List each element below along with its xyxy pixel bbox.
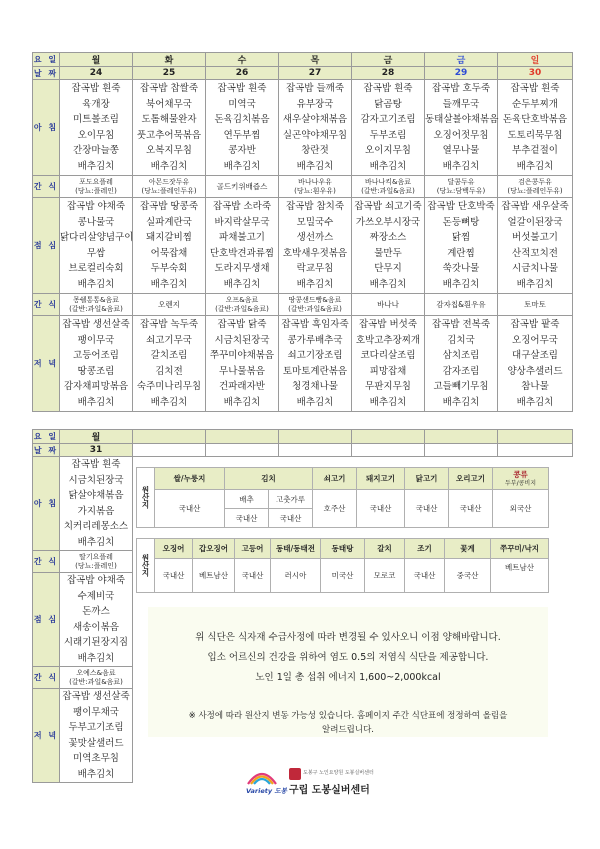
menu-item: 미역국 — [228, 98, 256, 110]
menu-item: 잡곡밥 야채죽 — [66, 575, 126, 586]
row-label-0: 아 침 — [33, 80, 60, 176]
menu-cell-2-4 — [352, 198, 425, 294]
origin2-v-octopus: 베트남산 — [491, 559, 549, 593]
menu-item: 도라지무생채 — [214, 263, 270, 274]
origin-h-kimchi: 김치 — [225, 468, 313, 490]
menu-item: 건파래자반 — [219, 381, 265, 392]
menu-cell-0-0 — [60, 80, 133, 176]
origin-v-rice: 국내산 — [155, 490, 225, 528]
day-date-1: 25 — [133, 67, 206, 80]
menu-item: 브로컬리숙회 — [68, 263, 124, 274]
menu-item: 오렌지 — [158, 300, 180, 309]
day-date-6: 30 — [498, 67, 573, 80]
menu-item: 무쌈 — [86, 247, 106, 259]
origin2-v-pollack-stew: 미국산 — [321, 559, 365, 593]
menu-item: 잡곡밥 생선살죽 — [62, 691, 130, 702]
menu-item: 도토리묵무침 — [507, 129, 563, 141]
menu-item: 잡곡밥 버섯죽 — [358, 319, 418, 330]
menu-item: 잡곡밥 팥죽 — [510, 319, 560, 330]
menu-cell-2-0 — [60, 198, 133, 294]
menu-item: 감자채피망볶음 — [63, 381, 129, 392]
menu-item: 도톰해물완자 — [141, 114, 197, 125]
menu-item: 고들빼기무침 — [433, 381, 489, 392]
menu-item: 팽이무국 — [77, 334, 115, 346]
menu-cell-4-1 — [133, 316, 206, 412]
day-date-4: 28 — [352, 67, 425, 80]
menu-item: 배추김치 — [223, 278, 261, 290]
menu-item: 오이지무침 — [365, 145, 411, 156]
menu-item: 배추김치 — [296, 160, 334, 172]
menu-item: 쑥갓나물 — [442, 263, 480, 274]
menu-item: 잡곡밥 흰죽 — [217, 83, 267, 94]
origin2-h-hairtail: 갈치 — [365, 539, 405, 559]
w2-day-name: 월 — [60, 430, 133, 444]
menu-item: 배추김치 — [369, 396, 407, 408]
row-label-1: 간 식 — [33, 176, 60, 198]
menu-item: (갈반:과일&음료) — [288, 304, 342, 313]
menu-item: 시금치된장국 — [214, 334, 270, 346]
weekly-menu-table — [32, 52, 573, 412]
menu-item: 잡곡밥 소라죽 — [212, 201, 272, 212]
menu-item: 배추김치 — [516, 160, 554, 172]
day-date-2: 26 — [206, 67, 279, 80]
menu-item: 돈등뼈탕 — [442, 216, 480, 228]
menu-cell-4-2 — [206, 316, 279, 412]
menu-item: 가지볶음 — [77, 505, 115, 517]
menu-item: 북어채무국 — [146, 98, 192, 110]
origin-h-beef: 쇠고기 — [313, 468, 357, 490]
menu-item: 삼치조림 — [442, 350, 480, 361]
w2-lunch-label: 점 심 — [33, 573, 60, 667]
origin-kimchi-cabbage: 배추 — [225, 490, 269, 509]
notice-line-5: 알려드립니다. — [322, 725, 374, 735]
menu-cell-2-1 — [133, 198, 206, 294]
menu-item: 단무지 — [374, 263, 402, 274]
origin2-v-squid: 국내산 — [155, 559, 193, 593]
menu-item: 잡곡밥 새우살죽 — [501, 201, 569, 212]
w2-dinner-label: 저 녁 — [33, 689, 60, 783]
menu-item: 연두부찜 — [223, 129, 261, 141]
origin2-h-croaker: 조기 — [405, 539, 445, 559]
menu-cell-3-5 — [425, 294, 498, 316]
menu-item: 잡곡밥 흑임자죽 — [281, 319, 349, 330]
menu-item: 팽이무채국 — [73, 706, 119, 718]
menu-item: 물만두 — [374, 247, 402, 259]
menu-item: 무나물볶음 — [219, 365, 265, 377]
menu-cell-3-2 — [206, 294, 279, 316]
day-name-3: 목 — [279, 53, 352, 67]
menu-item: 닭살야채볶음 — [68, 490, 124, 501]
menu-item: 잡곡밥 흰죽 — [71, 83, 121, 94]
menu-item: 짜장소스 — [369, 232, 407, 243]
menu-item: 바나나킥&음료 — [364, 177, 412, 186]
menu-item: 잡곡밥 닭죽 — [217, 319, 267, 330]
menu-item: 실곤약야채무침 — [282, 129, 348, 141]
menu-item: 시금치된장국 — [68, 474, 124, 486]
menu-cell-0-4 — [352, 80, 425, 176]
menu-cell-4-0 — [60, 316, 133, 412]
origin2-h-cuttlefish: 갑오징어 — [193, 539, 235, 559]
menu-item: 달콤두유 — [447, 177, 475, 186]
menu-item: 유부장국 — [296, 98, 334, 110]
menu-cell-2-5 — [425, 198, 498, 294]
header-label: 요 일 — [33, 53, 60, 67]
origin-table-1 — [136, 467, 549, 528]
menu-item: 바나나 — [377, 300, 399, 309]
menu-item: 배추김치 — [77, 160, 115, 172]
menu-item: 배추김치 — [442, 160, 480, 172]
row-label-3: 간 식 — [33, 294, 60, 316]
org-small-name: 도봉구 노인요양원 도봉실버센터 — [303, 770, 374, 776]
w2-snack1-cell — [60, 551, 133, 573]
menu-item: 포도요플레 — [79, 177, 113, 186]
origin-h-pork: 돼지고기 — [357, 468, 405, 490]
org-emblem-icon — [289, 768, 301, 780]
notice-line-2: 입소 어르신의 건강을 위하여 염도 0.5의 저염식 식단을 제공합니다. — [207, 652, 489, 663]
menu-cell-1-0 — [60, 176, 133, 198]
origin2-h-squid: 오징어 — [155, 539, 193, 559]
menu-cell-1-4 — [352, 176, 425, 198]
menu-item: 검은콩두유 — [518, 177, 552, 186]
menu-item: 콩가루배추국 — [287, 334, 343, 346]
menu-cell-3-4 — [352, 294, 425, 316]
origin-v-kimchi-pepper: 국내산 — [269, 509, 313, 528]
origin-kimchi-pepper: 고춧가루 — [269, 490, 313, 509]
menu-item: 오예스&음료 — [76, 668, 116, 677]
menu-item: 잡곡밥 땅콩죽 — [139, 201, 199, 212]
menu-item: (갈반:과일&음료) — [69, 677, 123, 686]
menu-item: 단호박견과류찜 — [209, 247, 275, 259]
menu-item: 감자고기조림 — [360, 114, 416, 125]
w2-dinner-cell — [60, 689, 133, 783]
menu-item: 아몬드잣두유 — [148, 177, 190, 186]
menu-item: 두부고기조림 — [68, 722, 124, 733]
origin-v-chicken: 국내산 — [405, 490, 449, 528]
menu-item: (당뇨:플레인두유) — [141, 186, 197, 195]
menu-cell-1-5 — [425, 176, 498, 198]
origin2-h-crab: 꽃게 — [445, 539, 491, 559]
menu-item: 두부숙회 — [150, 263, 188, 274]
menu-item: 닭다리살양념구이 — [60, 232, 134, 243]
menu-item: 딸기요플레 — [79, 552, 113, 561]
menu-item: 배추김치 — [369, 278, 407, 290]
menu-item: 배추김치 — [442, 396, 480, 408]
menu-item: 간장마늘쫑 — [73, 145, 119, 156]
menu-item: 파채불고기 — [219, 232, 265, 243]
menu-item: (갈반:과일&음료) — [69, 304, 123, 313]
origin2-h-pollack: 동태/동태전 — [271, 539, 321, 559]
menu-cell-3-3 — [279, 294, 352, 316]
menu-cell-1-6 — [498, 176, 573, 198]
menu-item: 바지락살무국 — [214, 216, 270, 228]
notice-line-3: 노인 1일 총 섭취 에너지 1,600~2,000kcal — [255, 672, 441, 683]
menu-item: 새송이볶음 — [73, 621, 119, 633]
footer — [245, 766, 385, 796]
menu-item: 어묵잡채 — [150, 247, 188, 259]
menu-item: 시금치나물 — [512, 263, 558, 274]
menu-item: (갈반:과일&음료) — [215, 304, 269, 313]
menu-item: 쭈꾸미야채볶음 — [209, 350, 275, 361]
origin-v-kimchi-cabbage: 국내산 — [225, 509, 269, 528]
date-label: 날 짜 — [33, 68, 59, 78]
origin-label: 원산지 — [137, 468, 155, 528]
menu-item: 배추김치 — [77, 396, 115, 408]
w2-breakfast-cell — [60, 457, 133, 551]
menu-item: 수제비국 — [77, 590, 115, 602]
menu-item: 토마토 — [524, 300, 546, 309]
menu-item: 배추김치 — [296, 278, 334, 290]
origin-h-beans-sub: 두부/콩비지 — [504, 479, 536, 487]
menu-cell-3-1 — [133, 294, 206, 316]
menu-item: 김치전 — [155, 365, 183, 377]
menu-item: 배추김치 — [77, 652, 115, 664]
menu-item: 산적꼬치전 — [512, 247, 558, 259]
menu-cell-2-2 — [206, 198, 279, 294]
origin-v-beef: 호주산 — [313, 490, 357, 528]
w2-day-date: 31 — [60, 444, 133, 457]
menu-item: 잡곡밥 전복죽 — [431, 319, 491, 330]
origin-h-beans-main: 콩류 — [513, 469, 528, 479]
menu-item: (당뇨:플레인두유) — [507, 186, 563, 195]
menu-item: 잡곡밥 생선살죽 — [62, 319, 130, 330]
menu-item: 잡곡밥 참치죽 — [285, 201, 345, 212]
origin-v-duck: 국내산 — [449, 490, 493, 528]
menu-item: 감자조림 — [442, 365, 480, 377]
menu-item: 얼갈이된장국 — [507, 216, 563, 228]
menu-item: 돈육단호박볶음 — [502, 114, 568, 125]
menu-item: 계란찜 — [447, 247, 475, 259]
origin2-h-mackerel: 고등어 — [235, 539, 271, 559]
menu-item: 고등어조림 — [73, 350, 119, 361]
menu-cell-3-0 — [60, 294, 133, 316]
origin2-v-croaker: 국내산 — [405, 559, 445, 593]
menu-item: 쇠고기무국 — [146, 334, 192, 346]
day-date-0: 24 — [60, 67, 133, 80]
day-name-4: 금 — [352, 53, 425, 67]
menu-item: 잡곡밥 흰죽 — [363, 83, 413, 94]
menu-item: 배추김치 — [77, 768, 115, 780]
menu-cell-0-2 — [206, 80, 279, 176]
menu-item: 배추김치 — [77, 278, 115, 290]
origin2-v-cuttlefish: 베트남산 — [193, 559, 235, 593]
w2-header-label: 요 일 — [33, 430, 60, 444]
menu-item: 바나나우유 — [298, 177, 332, 186]
menu-item: 대구살조림 — [512, 350, 558, 361]
menu-item: 배추김치 — [516, 278, 554, 290]
menu-item: 열무나물 — [442, 145, 480, 156]
org-name: 구립 도봉실버센터 — [289, 785, 370, 796]
menu-item: 오징어젓무침 — [433, 129, 489, 141]
notice-box — [148, 607, 548, 737]
menu-item: 치커리레몽소스 — [63, 521, 129, 532]
menu-cell-4-4 — [352, 316, 425, 412]
menu-item: 배추김치 — [150, 160, 188, 172]
menu-item: 참나물 — [521, 381, 549, 392]
menu-item: 돼지갈비찜 — [146, 232, 192, 243]
menu-item: 들깨무국 — [442, 98, 480, 110]
w2-breakfast-label: 아 침 — [33, 457, 60, 551]
menu-item: 배추김치 — [223, 396, 261, 408]
origin-h-rice: 쌀/누룽지 — [155, 468, 225, 490]
w2-date-label: 날 짜 — [33, 445, 59, 455]
origin-h-chicken: 닭고기 — [405, 468, 449, 490]
menu-item: 코다리살조림 — [360, 350, 416, 361]
origin2-h-octopus: 쭈꾸미/낙지 — [491, 539, 549, 559]
menu-item: 배추김치 — [369, 160, 407, 172]
menu-item: 버섯불고기 — [512, 232, 558, 243]
menu-item: 돈육김치볶음 — [214, 114, 270, 125]
w2-snack2-label: 간 식 — [33, 667, 60, 689]
menu-cell-1-3 — [279, 176, 352, 198]
day-name-6: 일 — [498, 53, 573, 67]
menu-item: 오프&음료 — [225, 295, 259, 304]
menu-item: 쇠고기장조림 — [287, 350, 343, 361]
origin2-v-mackerel: 국내산 — [235, 559, 271, 593]
origin-v-pork: 국내산 — [357, 490, 405, 528]
origin2-v-crab: 중국산 — [445, 559, 491, 593]
menu-item: (갈반:과일&음료) — [361, 186, 415, 195]
menu-cell-4-3 — [279, 316, 352, 412]
menu-item: 오이무침 — [77, 129, 115, 141]
origin2-h-pollack-stew: 동태탕 — [321, 539, 365, 559]
menu-cell-1-1 — [133, 176, 206, 198]
menu-item: 배추김치 — [296, 396, 334, 408]
menu-item: 잡곡밥 야채죽 — [66, 201, 126, 212]
origin-label-2: 원산지 — [137, 539, 155, 593]
notice-line-1: 위 식단은 식자재 수급사정에 따라 변경될 수 있사오니 이점 양해바랍니다. — [195, 632, 501, 643]
menu-item: 잡곡밥 흰죽 — [510, 83, 560, 94]
menu-item: 실파계란국 — [146, 216, 192, 228]
menu-item: (당뇨:플레인) — [75, 561, 117, 570]
menu-cell-0-1 — [133, 80, 206, 176]
menu-item: 잡곡밥 흰죽 — [71, 459, 121, 470]
menu-cell-0-6 — [498, 80, 573, 176]
menu-item: 몽쉘통통&음료 — [72, 295, 120, 304]
menu-item: (당뇨:담백두유) — [436, 186, 486, 195]
origin2-v-pollack: 러시아 — [271, 559, 321, 593]
menu-item: 청경채나물 — [292, 381, 338, 392]
variety-dobong-logo-icon — [245, 766, 287, 796]
menu-item: 골드키위배즙스 — [216, 182, 268, 191]
menu-cell-1-2 — [206, 176, 279, 198]
day-name-0: 월 — [60, 53, 133, 67]
menu-item: 배추김치 — [223, 160, 261, 172]
origin-h-duck: 오리고기 — [449, 468, 493, 490]
menu-item: 창란젓 — [301, 145, 329, 156]
day-date-5: 29 — [425, 67, 498, 80]
menu-item: (당뇨:플레인) — [75, 186, 117, 195]
menu-item: 오복지무침 — [146, 145, 192, 156]
menu-item: 콩나물국 — [77, 216, 115, 228]
menu-item: 호박고추장찌개 — [355, 334, 421, 346]
menu-item: 땅콩샌드빵&음료 — [288, 295, 342, 304]
menu-item: 새우살야채볶음 — [282, 114, 348, 125]
w2-lunch-cell — [60, 573, 133, 667]
row-label-2: 점 심 — [33, 198, 60, 294]
origin-table-2 — [136, 538, 549, 593]
day-name-5: 금 — [425, 53, 498, 67]
notice-line-4: ※ 사정에 따라 원산지 변동 가능성 있습니다. 홈페이지 주간 식단표에 정정하여 올림을 — [188, 711, 508, 721]
menu-item: 배추김치 — [150, 278, 188, 290]
menu-item: 콩자반 — [228, 145, 256, 156]
menu-item: 시래기된장지짐 — [63, 637, 129, 648]
menu-item: 생선까스 — [296, 232, 334, 243]
menu-item: 감자칩&흰우유 — [436, 300, 486, 309]
menu-item: 잡곡밥 호두죽 — [431, 83, 491, 94]
menu-item: 모밀국수 — [296, 216, 334, 228]
menu-item: 미트볼조림 — [73, 114, 119, 125]
row-label-4: 저 녁 — [33, 316, 60, 412]
menu-item: 숙주미나리무침 — [136, 381, 202, 392]
menu-item: 배추김치 — [77, 536, 115, 548]
menu-item: 가쓰오부시장국 — [355, 216, 421, 228]
menu-item: 배추김치 — [442, 278, 480, 290]
w2-snack2-cell — [60, 667, 133, 689]
menu-item: 양상추샐러드 — [507, 365, 563, 377]
origin-h-beans — [493, 468, 549, 490]
menu-item: 배추김치 — [516, 396, 554, 408]
menu-cell-2-3 — [279, 198, 352, 294]
day-date-3: 27 — [279, 67, 352, 80]
day-name-2: 수 — [206, 53, 279, 67]
menu-cell-4-5 — [425, 316, 498, 412]
menu-item: 두부조림 — [369, 129, 407, 141]
w2-snack1-label: 간 식 — [33, 551, 60, 573]
menu-item: 잡곡밥 단호박죽 — [427, 201, 495, 212]
menu-item: 닭곰탕 — [374, 98, 402, 110]
menu-item: 육개장 — [82, 98, 110, 110]
menu-item: 배추김치 — [150, 396, 188, 408]
menu-item: 호박새우젓볶음 — [282, 247, 348, 259]
menu-item: 미역초무침 — [73, 753, 119, 764]
menu-item: 갈치조림 — [150, 350, 188, 361]
menu-item: 오징어무국 — [512, 334, 558, 346]
menu-item: 동태살볼야채볶음 — [425, 114, 499, 125]
menu-item: 잡곡밥 찹쌀죽 — [139, 83, 199, 94]
menu-item: 잡곡밥 녹두죽 — [139, 319, 199, 330]
day-name-1: 화 — [133, 53, 206, 67]
menu-item: 꽃맛살샐러드 — [68, 737, 124, 749]
origin2-v-hairtail: 모로코 — [365, 559, 405, 593]
menu-item: 김치국 — [447, 334, 475, 346]
menu-item: 피망잡채 — [369, 365, 407, 377]
menu-item: 무판지무침 — [365, 381, 411, 392]
menu-item: 토마토계란볶음 — [282, 365, 348, 377]
svg-text:Variety 도봉: Variety 도봉 — [246, 787, 287, 795]
origin-v-beans: 외국산 — [493, 490, 549, 528]
menu-cell-0-3 — [279, 80, 352, 176]
menu-item: 땅콩조림 — [77, 365, 115, 377]
menu-item: 닭찜 — [451, 232, 471, 243]
menu-item: 풋고추어묵볶음 — [136, 129, 202, 141]
menu-item: 돈까스 — [82, 606, 110, 617]
menu-item: 부추겉절이 — [512, 145, 558, 156]
menu-item: 잡곡밥 쇠고기죽 — [354, 201, 422, 212]
menu-item: 잡곡밥 들깨죽 — [285, 83, 345, 94]
menu-cell-4-6 — [498, 316, 573, 412]
menu-cell-3-6 — [498, 294, 573, 316]
menu-item: (당뇨:흰우유) — [294, 186, 336, 195]
menu-cell-0-5 — [425, 80, 498, 176]
menu-item: 순두부찌개 — [512, 98, 558, 110]
menu-cell-2-6 — [498, 198, 573, 294]
menu-item: 락교무침 — [296, 263, 334, 274]
